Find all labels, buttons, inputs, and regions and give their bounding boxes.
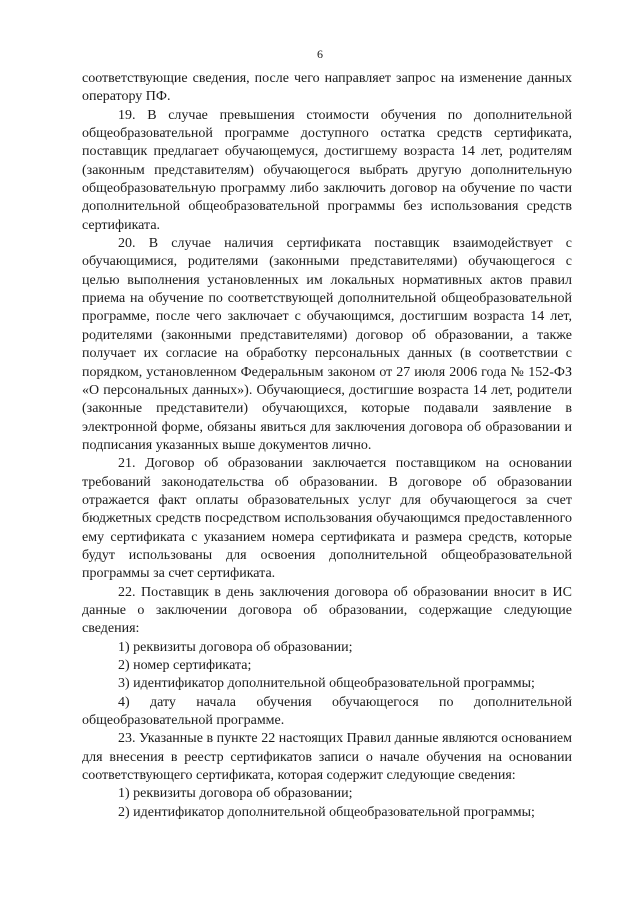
list-item-22-1: 1) реквизиты договора об образовании;: [118, 639, 353, 655]
list-item-23-2: 2) идентификатор дополнительной общеобразовательной программы;: [118, 804, 535, 820]
paragraph-22: 22. Поставщик в день заключения договора об образовании вносит в ИС данные о заключении договора об образовании, содержащие следующие сведения:: [82, 584, 572, 637]
list-item-22-3: 3) идентификатор дополнительной общеобразовательной программы;: [118, 676, 535, 692]
list-item-22-2: 2) номер сертификата;: [118, 658, 252, 673]
list-item-23-1: 1) реквизиты договора об образовании;: [118, 786, 353, 802]
page-number: 6: [317, 47, 323, 61]
paragraph-19: 19. В случае превышения стоимости обучения по дополнительной общеобразовательной программе доступного остатка средств сертификата, поставщик предлагает обучающемуся, достигшему возраста 14 лет, родителям (законным представителям) обучающегося выбрать другую дополнительную общеобразовательную программу либо заключить договор на обучение по части дополнительной общеобразовательной программы без использования средств сертификата.: [82, 107, 572, 233]
document-body: [82, 70, 572, 822]
paragraph-20: 20. В случае наличия сертификата поставщик взаимодействует с обучающимися, родителями (законными представителями) обучающегося с целью выполнения установленных им локальных нормативных актов правил приема на обучение по соответствующей дополнительной общеобразовательной программе, после чего заключает с обучающимся, достигшим возраста 14 лет, родителями (законными представителями) договор об образовании, а также получает их согласие на обработку персональных данных (в соответствии с порядком, установленном Федеральным законом от 27 июля 2006 года № 152-ФЗ «О персональных данных»). Обучающиеся, достигшие возраста 14 лет, родители (законные представители) обучающихся, которые подавали заявление в электронной форме, обязаны явиться для заключения договора об образовании и подписания указанных выше документов лично.: [82, 236, 572, 453]
paragraph-continuation: соответствующие сведения, после чего направляет запрос на изменение данных оператору ПФ.: [82, 71, 572, 105]
paragraph-23: 23. Указанные в пункте 22 настоящих Правил данные являются основанием для внесения в реестр сертификатов записи о начале обучения на основании соответствующего сертификата, которая содержит следующие сведения:: [82, 731, 572, 784]
list-item-22-4: 4) дату начала обучения обучающегося по дополнительной общеобразовательной программе.: [82, 694, 572, 729]
paragraph-21: 21. Договор об образовании заключается поставщиком на основании требований законодательства об образовании. В договоре об образовании отражается факт оплаты образовательных услуг для обучающегося за счет бюджетных средств посредством использования обучающимся предоставленного ему сертификата с указанием номера сертификата и размера средств, которые будут использованы для освоения дополнительной общеобразовательной программы за счет сертификата.: [82, 456, 572, 582]
